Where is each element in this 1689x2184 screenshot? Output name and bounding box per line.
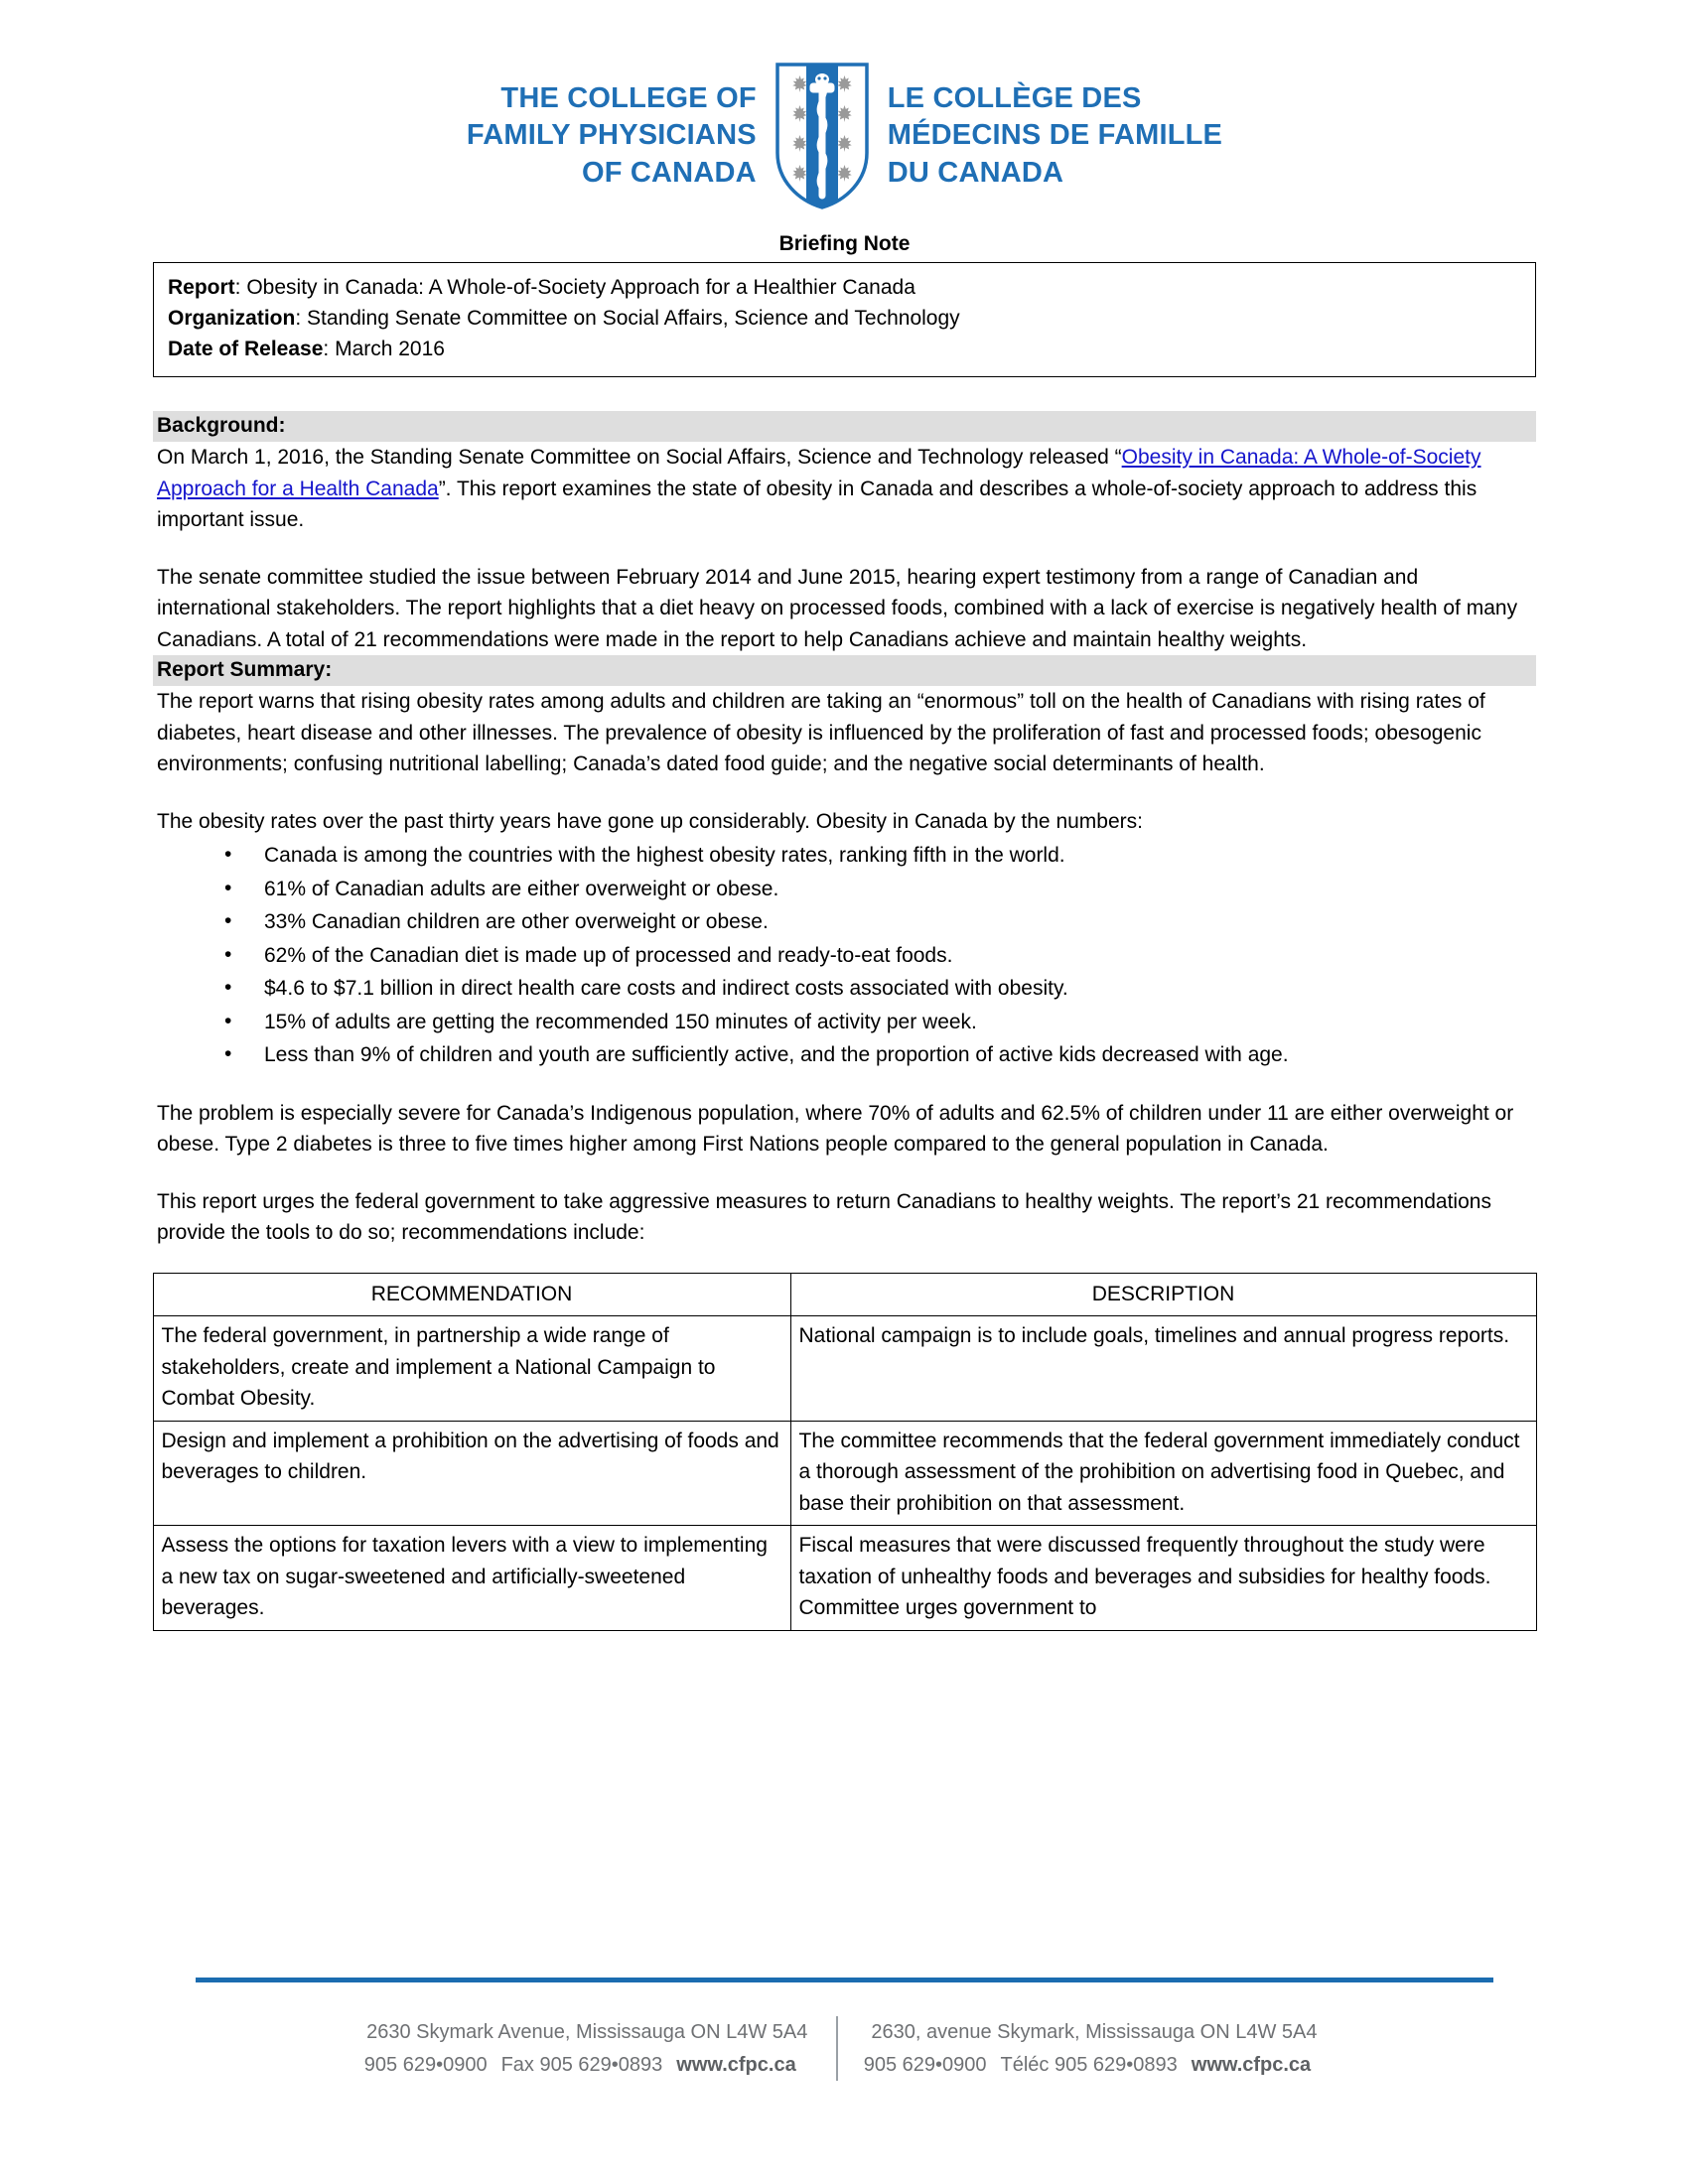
footer-contact-english — [339, 2016, 838, 2081]
list-item: • 33% Canadian children are other overweight or obese. — [153, 905, 1536, 939]
info-value-organization: : Standing Senate Committee on Social Affairs, Science and Technology — [295, 307, 960, 331]
section-heading-report-summary: Report Summary: — [153, 655, 1536, 686]
background-p1-before-link: On March 1, 2016, the Standing Senate Committee on Social Affairs, Science and Technology released “ — [157, 446, 1122, 470]
logo-line-en-2: FAMILY PHYSICIANS — [466, 119, 757, 152]
cell-description: The committee recommends that the federal government immediately conduct a thorough assessment of the prohibition on advertising food in Quebec, and base their prohibition on that assessment. — [790, 1421, 1536, 1526]
list-item: • 62% of the Canadian diet is made up of processed and ready-to-eat foods. — [153, 939, 1536, 973]
summary-paragraph-recommendations-intro: This report urges the federal government to take aggressive measures to return Canadians to healthy weights. The report’s 21 recommendations provide the tools to do so; recommendations include: — [157, 1189, 1491, 1245]
logo-text-french — [888, 80, 1222, 191]
footer-phone-fr: 905 629•0900 — [863, 2053, 987, 2076]
cell-recommendation: The federal government, in partnership a wide range of stakeholders, create and implement a National Campaign to Combat Obesity. — [153, 1316, 790, 1422]
list-item: • 15% of adults are getting the recommended 150 minutes of activity per week. — [153, 1006, 1536, 1039]
background-paragraph-1 — [153, 442, 1536, 536]
footer-address-en: 2630 Skymark Avenue, Mississauga ON L4W 5A4 — [366, 2021, 808, 2044]
footer-contact-block — [0, 2016, 1689, 2081]
cfpc-logo — [0, 0, 1689, 210]
footer-phone-row-fr — [864, 2049, 1325, 2081]
obesity-statistics-list — [153, 839, 1536, 1072]
info-row-organization — [168, 303, 1521, 334]
info-row-date — [168, 334, 1521, 364]
footer-address-fr: 2630, avenue Skymark, Mississauga ON L4W 5A4 — [871, 2021, 1318, 2044]
list-item: • 61% of Canadian adults are either overweight or obese. — [153, 873, 1536, 906]
info-row-report — [168, 272, 1521, 303]
column-header-recommendation: RECOMMENDATION — [153, 1273, 790, 1316]
report-info-box — [153, 262, 1536, 377]
document-body — [153, 377, 1536, 1249]
recommendations-table — [153, 1273, 1537, 1631]
logo-line-fr-3: DU CANADA — [887, 156, 1064, 189]
info-value-date: : March 2016 — [323, 338, 445, 361]
obesity-report-link[interactable]: Obesity in Canada: A Whole-of-Society Approach for a Health Canada — [157, 446, 1481, 500]
logo-line-en-3: OF CANADA — [581, 156, 757, 189]
logo-line-fr-2: MÉDECINS DE FAMILLE — [887, 119, 1223, 152]
table-header-row — [153, 1273, 1536, 1316]
background-p1-after-link: ”. This report examines the state of obesity in Canada and describes a whole-of-society approach to address this important issue. — [157, 477, 1478, 532]
cell-recommendation: Assess the options for taxation levers with a view to implementing a new tax on sugar-sweetened and artificially-sweetened beverages. — [153, 1526, 790, 1631]
background-paragraph-2: The senate committee studied the issue between February 2014 and June 2015, hearing expert testimony from a range of Canadian and international stakeholders. The report highlights that a diet heavy on processed foods, combined with a lack of exercise is negatively health of many Canadians. A total of 21 recommendations were made in the report to help Canadians achieve and maintain healthy weights. — [157, 565, 1518, 651]
info-label-report: Report — [168, 276, 235, 299]
footer-phone-row-en — [364, 2049, 810, 2081]
info-value-report: : Obesity in Canada: A Whole-of-Society Approach for a Healthier Canada — [234, 276, 915, 299]
footer-url-fr[interactable]: www.cfpc.ca — [1191, 2053, 1312, 2076]
page-footer — [0, 1978, 1689, 2081]
cell-description: Fiscal measures that were discussed frequently throughout the study were taxation of unhealthy foods and beverages and subsidies for healthy foods. Committee urges government to — [790, 1526, 1536, 1631]
summary-paragraph-indigenous: The problem is especially severe for Canada’s Indigenous population, where 70% of adults and 62.5% of children under 11 are either overweight or obese. Type 2 diabetes is three to five times higher among First Nations people compared to the general population in Canada. — [157, 1101, 1514, 1157]
list-item: • Less than 9% of children and youth are sufficiently active, and the proportion of active kids decreased with age. — [153, 1038, 1536, 1072]
page-title: Briefing Note — [778, 232, 911, 255]
info-label-organization: Organization — [168, 307, 296, 331]
footer-fax-fr: Téléc 905 629•0893 — [1000, 2053, 1178, 2076]
column-header-description: DESCRIPTION — [790, 1273, 1536, 1316]
cell-recommendation: Design and implement a prohibition on the advertising of foods and beverages to children. — [153, 1421, 790, 1526]
info-label-date: Date of Release — [168, 338, 324, 361]
cfpc-shield-caduceus-maple-leaves-icon — [774, 62, 870, 210]
cell-description: National campaign is to include goals, timelines and annual progress reports. — [790, 1316, 1536, 1422]
logo-line-en-1: THE COLLEGE OF — [500, 82, 757, 115]
list-item: • Canada is among the countries with the highest obesity rates, ranking fifth in the world. — [153, 839, 1536, 873]
footer-phone-en: 905 629•0900 — [363, 2053, 488, 2076]
summary-numbers-intro: The obesity rates over the past thirty years have gone up considerably. Obesity in Canada by the numbers: — [157, 809, 1143, 833]
section-heading-background: Background: — [153, 411, 1536, 442]
table-row — [153, 1526, 1536, 1631]
footer-divider-rule — [196, 1978, 1493, 1982]
logo-line-fr-1: LE COLLÈGE DES — [887, 82, 1142, 115]
footer-url-en[interactable]: www.cfpc.ca — [676, 2053, 796, 2076]
table-row — [153, 1421, 1536, 1526]
summary-paragraph-1: The report warns that rising obesity rates among adults and children are taking an “enormous” toll on the health of Canadians with rising rates of diabetes, heart disease and other illnesses. The prevalence of obesity is influenced by the proliferation of fast and processed foods; obesogenic environments; confusing nutritional labelling; Canada’s dated food guide; and the negative social determinants of health. — [157, 690, 1485, 776]
logo-text-english — [467, 80, 757, 191]
footer-fax-en: Fax 905 629•0893 — [500, 2053, 663, 2076]
table-row — [153, 1316, 1536, 1422]
list-item: • $4.6 to $7.1 billion in direct health care costs and indirect costs associated with obesity. — [153, 972, 1536, 1006]
footer-contact-french — [838, 2016, 1350, 2081]
